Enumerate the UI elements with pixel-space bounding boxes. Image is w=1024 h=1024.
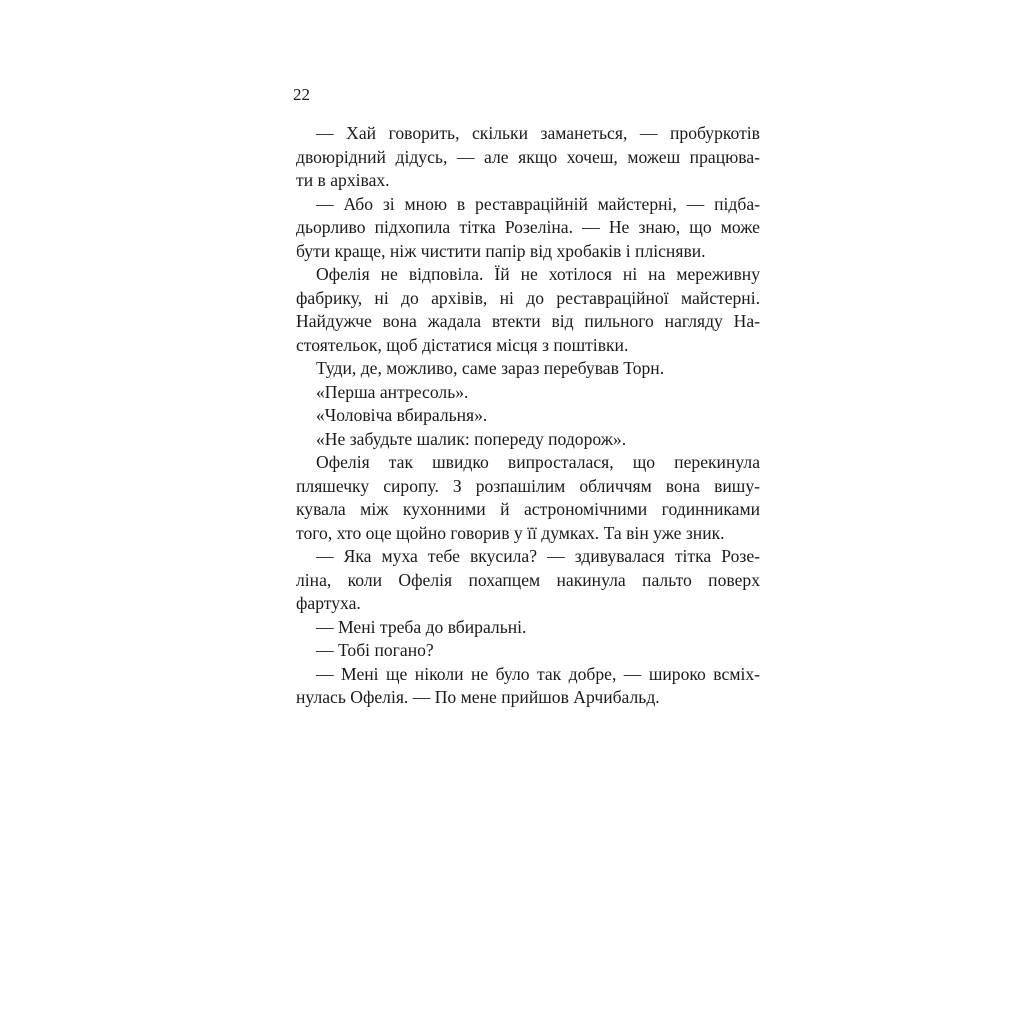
text-line: ти в архівах. (296, 170, 390, 190)
text-line: Туди, де, можливо, саме зараз перебував Торн. (316, 358, 665, 378)
text-line: стоятельок, щоб дістатися місця з поштівки. (296, 334, 629, 355)
body-text (296, 122, 760, 710)
text-line: Офелія так швидко випросталася, що перекинула (316, 452, 760, 472)
text-line: «Не забудьте шалик: попереду подорож». (316, 428, 627, 449)
text-line: фартуха. (296, 593, 361, 613)
text-line: — Мені ще ніколи не було так добре, — широко всміх- (316, 663, 760, 684)
text-line: фабрику, ні до архівів, ні до реставраційної майстерні. (296, 287, 760, 308)
text-line: нулась Офелія. — По мене прийшов Арчибальд. (296, 687, 660, 707)
text-line: бути краще, ніж чистити папір від хробаків і плісняви. (296, 240, 706, 261)
text-line: ліна, коли Офелія похапцем накинула пальто поверх (296, 569, 760, 590)
text-line: — Мені треба до вбиральні. (316, 616, 527, 637)
text-line: — Хай говорить, скільки заманеться, — пробуркотів (316, 123, 760, 143)
text-line: Найдужче вона жадала втекти від пильного нагляду На- (296, 311, 760, 331)
text-line: «Перша антресоль». (316, 381, 469, 402)
text-line: кувала між кухонними й астрономічними годинниками (296, 499, 760, 519)
text-line: дьорливо підхопила тітка Розеліна. — Не знаю, що може (296, 217, 760, 237)
text-line: — Тобі погано? (316, 640, 434, 660)
text-line: Офелія не відповіла. Їй не хотілося ні на мереживну (316, 264, 760, 284)
text-line: пляшечку сиропу. З розпашілим обличчям вона вишу- (296, 475, 760, 496)
page-number: 22 (293, 85, 310, 104)
text-line: «Чоловіча вбиральня». (316, 405, 488, 425)
text-line: двоюрідний дідусь, — але якщо хочеш, можеш працюва- (296, 146, 760, 167)
text-line: того, хто оце щойно говорив у її думках. Та він уже зник. (296, 522, 725, 543)
text-line: — Або зі мною в реставраційній майстерні, — підба- (316, 193, 760, 214)
text-line: — Яка муха тебе вкусила? — здивувалася тітка Розе- (316, 546, 760, 566)
